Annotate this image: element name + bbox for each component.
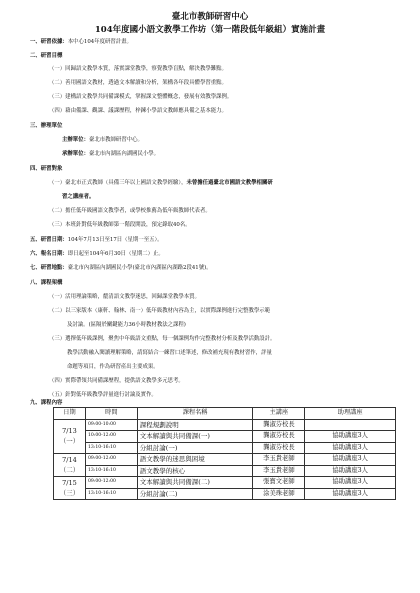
section-5: [30, 237, 163, 244]
section-7-label: 七、研習地點：: [30, 265, 68, 271]
organizer-line: [62, 151, 159, 158]
header-date: 日期: [54, 408, 86, 420]
goal-item: （四）藉由備課、觀課、議課歷程，梓鍊小學語文教師應具備之基本能力。: [49, 108, 227, 114]
goal-item: （三）建構語文教學共同備課模式，掌握課文整體概念，發展有效教學課例。: [49, 94, 233, 100]
target-item: （三）本班針對低年級教師第一階段開設，預定錄取40名。: [49, 222, 191, 228]
section-1: [30, 39, 132, 46]
table-row: [54, 465, 396, 477]
section-7: [30, 265, 212, 272]
row-course: 文本解讀與共同備課(一): [137, 431, 253, 443]
table-row: [54, 442, 396, 454]
header-time: 時間: [85, 408, 137, 420]
row-time: 09:00-12:00: [85, 477, 137, 489]
target-item-text: （一）臺北市正式教師（具備三年以上國語文教學經驗），: [49, 180, 187, 186]
target-item-emphasis: 未曾擔任過臺北市國語文教學相關研: [186, 180, 273, 186]
section-1-text: 本中心104年度研習計畫。: [67, 39, 132, 45]
row-course: 分組討論(二): [137, 488, 253, 500]
row-course: 文本解讀與共同備課(二): [137, 477, 253, 489]
row-speaker: 龔淑芬校長: [253, 419, 305, 431]
table-row: [54, 488, 396, 500]
document-title: 臺北市教師研習中心: [171, 12, 249, 22]
row-course: 課程規劃說明: [137, 419, 253, 431]
row-time: 09:00-12:00: [85, 454, 137, 466]
document-subtitle: 104年度國小語文教學工作坊（第一階段低年級組）實施計畫: [94, 25, 326, 35]
header-assistant: 助理講座: [305, 408, 396, 420]
row-assistant: 協助講座3人: [305, 465, 396, 477]
framework-item-cont: 命題等項目，作為研習產出主要成果。: [67, 364, 159, 370]
section-3-label: 三、辦理單位: [30, 123, 63, 129]
section-2-label: 二、研習目標: [30, 53, 63, 59]
row-speaker: 張寶文老師: [253, 477, 305, 489]
row-time: 09:00-10:00: [85, 419, 137, 431]
goal-item: （二）善用國語文教材，透過文本解讀和分析，架構各年段具體學習重點。: [49, 80, 227, 86]
row-assistant: 協助講座3人: [305, 477, 396, 489]
organizer-role: 主辦單位：: [62, 137, 89, 143]
section-6: [30, 251, 164, 258]
organizer-value: 臺北市內湖區內湖國民小學。: [88, 151, 160, 157]
row-speaker: 龔淑芬校長: [253, 431, 305, 443]
row-time: 10:00-12:00: [85, 431, 137, 443]
section-5-label: 五、研習日期：: [30, 237, 68, 243]
table-row: [54, 419, 396, 431]
row-course: 語文教學的迷思與困境: [137, 454, 253, 466]
row-assistant: 協助講座3人: [305, 454, 396, 466]
section-7-text: 臺北市內湖區內湖國民小學(臺北市內湖區內湖路2段41號)。: [67, 265, 212, 271]
row-assistant: 協助講座3人: [305, 442, 396, 454]
day-date: 7/14 （二）: [54, 454, 86, 477]
row-speaker: 涂美珠老師: [253, 488, 305, 500]
row-course: 語文教學的核心: [137, 465, 253, 477]
target-item-emphasis: 習之講座者。: [62, 194, 95, 200]
table-row: [54, 454, 396, 466]
row-time: 13:10-16:10: [85, 465, 137, 477]
framework-item: （四）實際帶領共同備課歷程，提供語文教學多元思考。: [49, 378, 184, 384]
framework-item: （一）活用理論策略，釐清語文教學迷思，回歸課堂教學本質。: [49, 294, 200, 300]
section-5-text: 104年7月13日至17日（星期一至五）。: [67, 237, 163, 243]
organizer-value: 臺北市教師研習中心。: [88, 137, 143, 143]
row-course: 分組討論(一): [137, 442, 253, 454]
row-speaker: 李玉貴老師: [253, 454, 305, 466]
day-date: 7/13 （一）: [54, 419, 86, 454]
row-speaker: 龔淑芬校長: [253, 442, 305, 454]
row-time: 13:10-16:10: [85, 488, 137, 500]
target-item: （二）擔任低年級國語文教學者，或學校推薦為低年級教師代表者。: [49, 208, 211, 214]
framework-item: （三）選擇低年級課例，聚焦中年級語文重點，每一個課例均作完整教材分析及教學活動設計。: [49, 336, 276, 342]
target-item: [49, 180, 273, 187]
section-6-label: 六、報名日期：: [30, 251, 68, 257]
section-8-label: 八、課程架構: [30, 280, 63, 286]
section-1-label: 一、研習依據：: [30, 39, 68, 45]
row-time: 13:10-16:10: [85, 442, 137, 454]
section-6-text: 即日起至104年6月30日（星期二）止。: [67, 251, 164, 257]
organizer-role: 承辦單位：: [62, 151, 89, 157]
section-9-label: 九、課程內容: [30, 400, 63, 406]
row-speaker: 李玉貴老師: [253, 465, 305, 477]
day-date: 7/15 （三）: [54, 477, 86, 500]
organizer-line: [62, 137, 143, 144]
schedule-table: [53, 407, 396, 500]
framework-item: （五）針對低年級教學評量進行討論及實作。: [49, 392, 157, 398]
table-row: [54, 477, 396, 489]
section-4-label: 四、研習對象: [30, 166, 63, 172]
goal-item: （一）回歸語文教學本質，落實課堂教學，察覺教學盲點，解決教學難點。: [49, 66, 227, 72]
table-row: [54, 431, 396, 443]
row-assistant: [305, 419, 396, 431]
row-assistant: 協助講座3人: [305, 488, 396, 500]
table-header-row: [54, 408, 396, 420]
framework-item: （二）以三家版本（康軒、翰林、南一）低年級教材內容為主，以實際課例進行完整教學示範: [49, 308, 271, 314]
header-speaker: 主講座: [253, 408, 305, 420]
framework-item-cont: 及討論。(區隔於關鍵能力36小時教材教法之課程): [67, 322, 186, 328]
framework-item-cont: 教學活動融入閱讀理解策略，請寫結合一練習口述筆述，修改補充現有教材習作，評量: [67, 350, 272, 356]
row-assistant: 協助講座3人: [305, 431, 396, 443]
header-course: 課程名稱: [137, 408, 253, 420]
